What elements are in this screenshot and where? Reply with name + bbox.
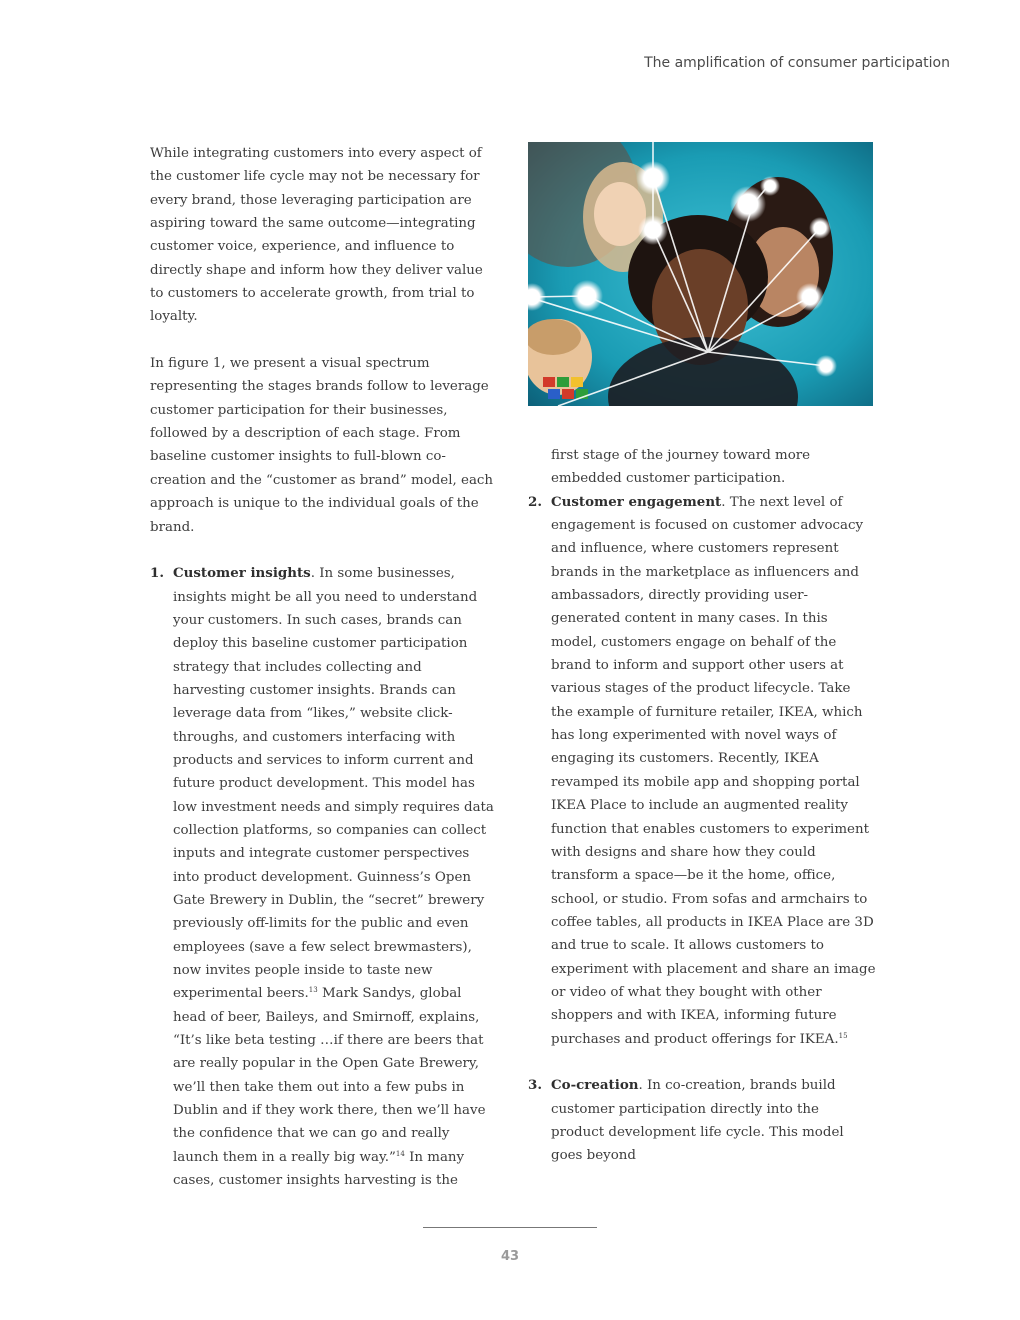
stage-text: . The next level of engagement is focused on customer advocacy and influence, where customers represent brands in the marketplace as influencers and ambassadors, directly providing user-generated content in many cases. In this model, customers engage on behalf of the brand to inform and support other users at various stages of the product lifecycle. Take the example of furniture retailer, IKEA, which has long experimented with novel ways of engaging its customers. Recently, IKEA revamped its mobile app and shopping portal IKEA Place to include an augmented reality function that enables customers to experiment with designs and share how they could transform a space—be it the home, office, school, or studio. From sofas and armchairs to coffee tables, all products in IKEA Place are 3D and true to scale. It allows customers to experiment with placement and share an image or video of what they bought with other shoppers and with IKEA, informing future purchases and product offerings for IKEA.: [551, 494, 876, 1047]
list-number: 1.: [150, 565, 164, 582]
stages-list: [150, 562, 496, 1192]
stage-text: . In some businesses, insights might be all you need to understand your customers. In such cases, brands can deploy this baseline customer participation strategy that includes collecting and harvesting customer insights. Brands can leverage data from “likes,” website click-throughs, and customers interfacing with products and services to inform current and future product development. This model has low investment needs and simply requires data collection platforms, so companies can collect inputs and integrate customer perspectives into product development. Guinness’s Open Gate Brewery in Dublin, the “secret” brewery previously off-limits for the public and even employees (save a few select brewmasters), now invites people inside to taste new experimental beers.: [173, 566, 494, 1002]
stage-term: Customer insights: [173, 565, 311, 582]
right-column: [528, 444, 876, 1168]
stage-term: Customer engagement: [551, 493, 722, 510]
stage-item-customer-engagement: [528, 491, 876, 1051]
endnote-ref[interactable]: 14: [395, 1149, 405, 1158]
list-number: 2.: [528, 493, 542, 510]
continued-text: first stage of the journey toward more embedded customer participation.: [551, 448, 811, 487]
footer-divider: [423, 1227, 597, 1228]
participation-photo-graphic: [528, 142, 873, 406]
page-number: 43: [500, 1249, 520, 1264]
stage-item-customer-insights: [150, 562, 496, 1192]
endnote-ref[interactable]: 15: [838, 1031, 848, 1040]
participation-photo: [528, 142, 873, 406]
endnote-ref[interactable]: 13: [308, 986, 318, 995]
left-column: [150, 142, 496, 1192]
stage-text: Mark Sandys, global head of beer, Baileys, and Smirnoff, explains, “It’s like beta testing …if there are beers that are really popular in the Open Gate Brewery, we’ll then take them out into a few pubs in Dublin and if they work there, then we’ll have the confidence that we can go and really launch them in a really big way.”: [173, 986, 486, 1165]
stage-item-co-creation: [528, 1074, 876, 1167]
stages-list-continued: [528, 491, 876, 1168]
list-number: 3.: [528, 1077, 542, 1094]
body-paragraph: In figure 1, we present a visual spectrum representing the stages brands follow to leverage customer participation for their businesses, followed by a description of each stage. From baseline customer insights to full-blown co-creation and the “customer as brand” model, each approach is unique to the individual goals of the brand.: [150, 356, 494, 535]
running-header: The amplification of consumer participation: [644, 55, 950, 71]
body-paragraph: While integrating customers into every aspect of the customer life cycle may not be necessary for every brand, those leveraging participation are aspiring toward the same outcome—integrating customer voice, experience, and influence to directly shape and inform how they deliver value to customers to accelerate growth, from trial to loyalty.: [150, 146, 483, 325]
stage-term: Co-creation: [551, 1077, 639, 1094]
stage-text: . In co-creation, brands build customer participation directly into the product development life cycle. This model goes beyond: [551, 1078, 844, 1164]
stage-text: In many cases, customer insights harvesting is the: [173, 1149, 465, 1189]
